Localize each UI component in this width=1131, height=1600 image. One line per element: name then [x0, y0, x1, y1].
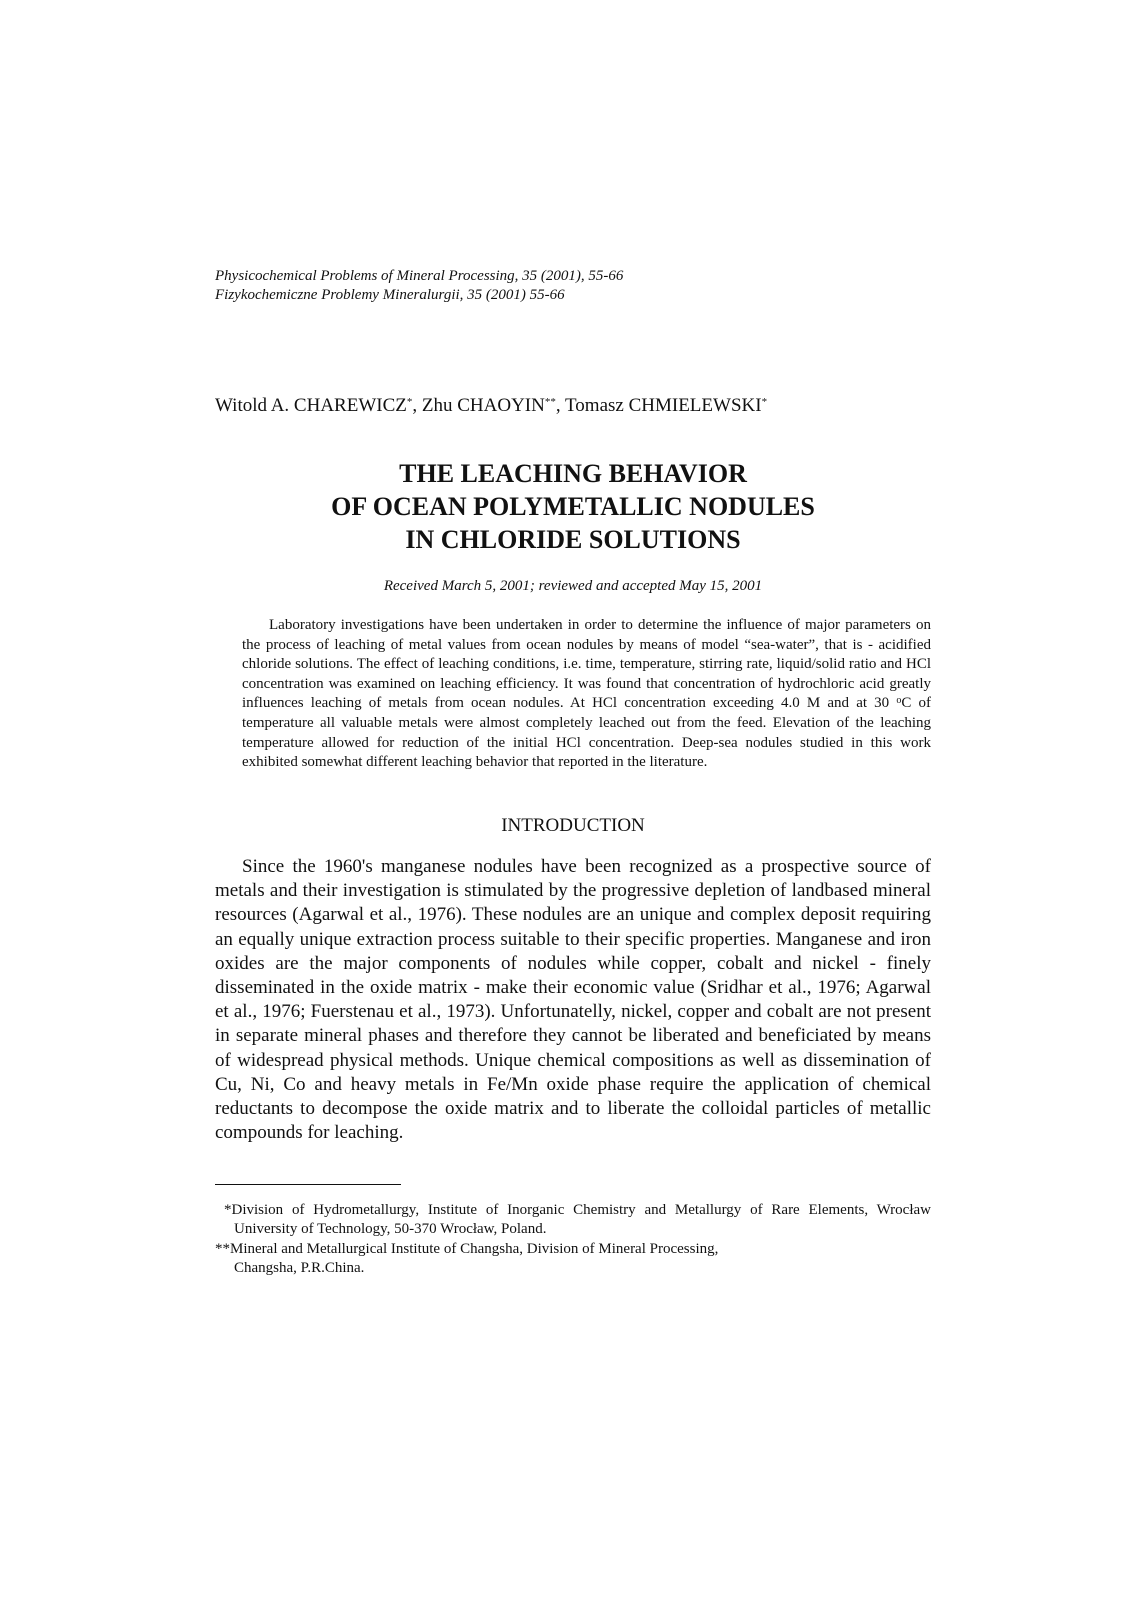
- author-separator: ,: [555, 395, 566, 416]
- footnotes: [215, 1201, 931, 1279]
- footnote-line: Changsha, P.R.China.: [234, 1260, 365, 1277]
- author-separator: ,: [412, 395, 422, 416]
- received-dates: Received March 5, 2001; reviewed and accepted May 15, 2001: [383, 578, 763, 594]
- footnote-affiliation-1: *Division of Hydrometallurgy, Institute of Inorganic Chemistry and Metallurgy of Rare Elements, Wrocław University of Technology, 50-370 Wrocław, Poland.: [224, 1202, 931, 1238]
- footnote-line: **Mineral and Metallurgical Institute of Changsha, Division of Mineral Processing,: [215, 1240, 719, 1257]
- introduction-paragraph: Since the 1960's manganese nodules have been recognized as a prospective source of metals and their investigation is stimulated by the progressive depletion of landbased mineral resources (Agarwal et al., 1976). These nodules are an unique and complex deposit requiring an equally unique extraction process suitable to their specific properties. Manganese and iron oxides are the major components of nodules while copper, cobalt and nickel - finely disseminated in the oxide matrix - make their economic value (Sridhar et al., 1976; Agarwal et al., 1976; Fuerstenau et al., 1973). Unfortunatelly, nickel, copper and cobalt are not present in separate mineral phases and therefore they cannot be liberated and beneficiated by means of widespread physical methods. Unique chemical compositions as well as dissemination of Cu, Ni, Co and heavy metals in Fe/Mn oxide phase require the application of chemical reductants to decompose the oxide matrix and to liberate the colloidal particles of metallic compounds for leaching.: [215, 856, 931, 1144]
- footnote-affiliation-2: [215, 1240, 931, 1279]
- affiliation-mark: *: [406, 396, 413, 408]
- author-name: Zhu CHAOYIN: [421, 395, 545, 416]
- author-name: Witold A. CHAREWICZ: [215, 395, 407, 416]
- abstract: [242, 616, 931, 773]
- author-name: Tomasz CHMIELEWSKI: [565, 395, 762, 416]
- journal-citation-polish: Fizykochemiczne Problemy Mineralurgii, 35 (2001) 55-66: [215, 287, 565, 303]
- section-heading: INTRODUCTION: [501, 815, 645, 836]
- author-list: [215, 394, 767, 418]
- footnote-divider: [215, 1184, 401, 1185]
- title-line: THE LEACHING BEHAVIOR: [399, 459, 747, 488]
- journal-header: [215, 267, 623, 305]
- paper-title: [215, 457, 931, 556]
- affiliation-mark: **: [544, 396, 556, 408]
- title-line: IN CHLORIDE SOLUTIONS: [405, 525, 741, 554]
- abstract-text: Laboratory investigations have been undertaken in order to determine the influence of major parameters on the process of leaching of metal values from ocean nodules by means of model “sea-water”, that is - acidified chloride solutions. The effect of leaching conditions, i.e. time, temperature, stirring rate, liquid/solid ratio and HCl concentration was examined on leaching efficiency. It was found that concentration of hydrochloric acid greatly influences leaching of metals from ocean nodules. At HCl concentration exceeding 4.0 M and at 30: [242, 617, 931, 712]
- abstract-text: C of temperature all valuable metals were almost completely leached out from the feed. Elevation of the leaching temperature allowed for reduction of the initial HCl concentration. Deep-sea nodules studied in this work exhibited somewhat different leaching behavior that reported in the literature.: [242, 695, 932, 771]
- degree-mark: o: [896, 695, 902, 707]
- journal-citation-english: Physicochemical Problems of Mineral Processing, 35 (2001), 55-66: [215, 268, 624, 284]
- affiliation-mark: *: [761, 396, 768, 408]
- title-line: OF OCEAN POLYMETALLIC NODULES: [331, 492, 815, 521]
